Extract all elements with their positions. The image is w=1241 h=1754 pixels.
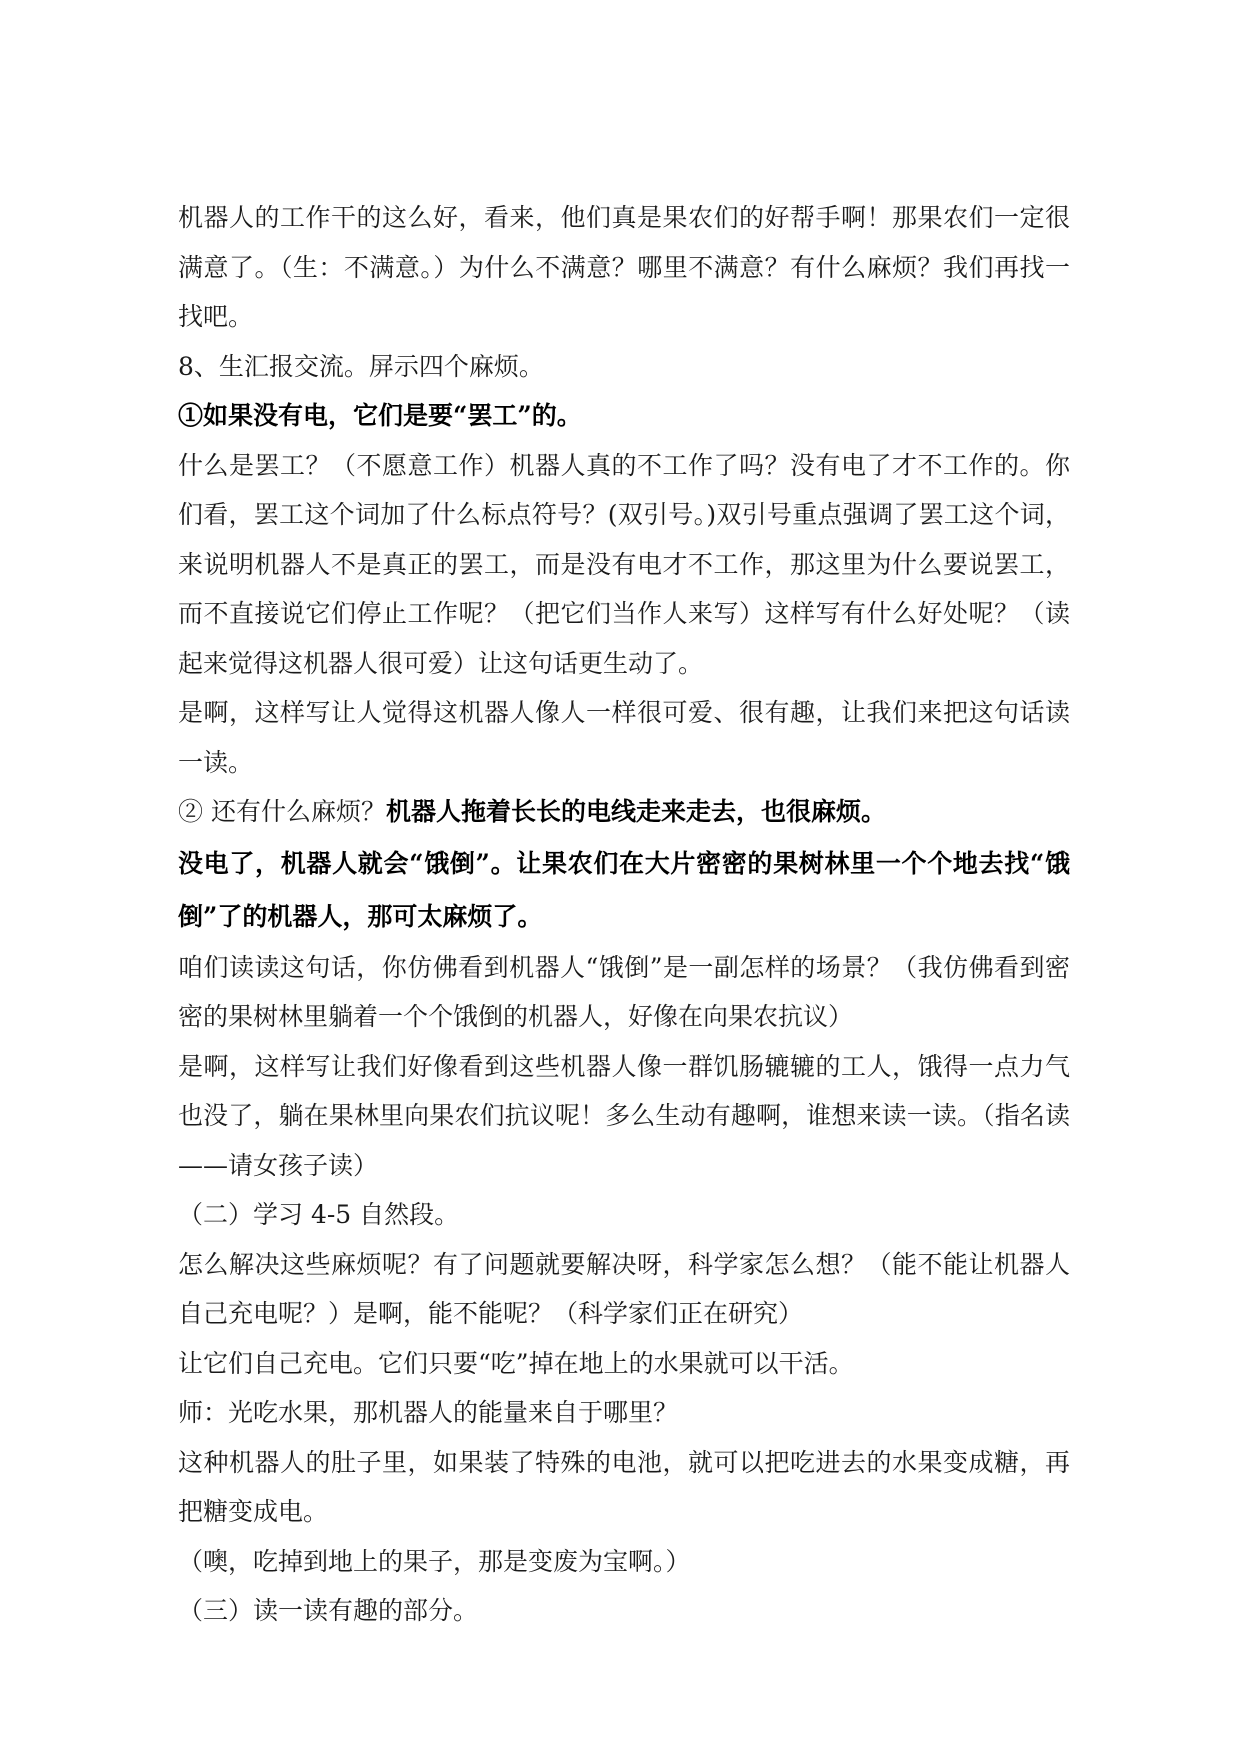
- paragraph-teacher-question: 师：光吃水果，那机器人的能量来自于哪里？: [178, 1398, 679, 1427]
- section-heading-3: （三）读一读有趣的部分。: [178, 1596, 479, 1625]
- paragraph-step-8: 8、生汇报交流。屏示四个麻烦。: [178, 351, 544, 381]
- paragraph-solve-problems: 怎么解决这些麻烦呢？有了问题就要解决呀，科学家怎么想？（能不能让机器人自己充电呢？）是啊，能不能呢？（科学家们正在研究）: [178, 1249, 1070, 1328]
- trouble-2-question: ② 还有什么麻烦？: [178, 797, 386, 826]
- paragraph-battery: 这种机器人的肚子里，如果装了特殊的电池，就可以把吃进去的水果变成糖，再把糖变成电。: [178, 1447, 1070, 1526]
- paragraph-trouble-3: 没电了，机器人就会“饿倒”。让果农们在大片密密的果树林里一个个地去找“饿倒”了的机器人，那可太麻烦了。: [178, 848, 1070, 931]
- paragraph-waste-to-treasure: （噢，吃掉到地上的果子，那是变废为宝啊。）: [178, 1546, 691, 1576]
- section-heading-2: （二）学习 4-5 自然段。: [178, 1200, 460, 1229]
- paragraph-strike-explanation: 什么是罢工？（不愿意工作）机器人真的不工作了吗？没有电了才不工作的。你们看，罢工这个词加了什么标点符号？(双引号。)双引号重点强调了罢工这个词，来说明机器人不是真正的罢工，而是没有电才不工作，那这里为什么要说罢工，而不直接说它们停止工作呢？（把它们当作人来写）这样写有什么好处呢？（读起来觉得这机器人很可爱）让这句话更生动了。: [178, 450, 1070, 678]
- paragraph-trouble-1: ①如果没有电，它们是要“罢工”的。: [178, 401, 582, 430]
- paragraph-hungry-scene: 咱们读读这句话，你仿佛看到机器人“饿倒”是一副怎样的场景？（我仿佛看到密密的果树林里躺着一个个饿倒的机器人，好像在向果农抗议）: [178, 952, 1070, 1031]
- paragraph-read-aloud: 是啊，这样写让人觉得这机器人像人一样很可爱、很有趣，让我们来把这句话读一读。: [178, 698, 1070, 777]
- document-body: [178, 193, 1070, 1636]
- paragraph-trouble-2: [178, 787, 1070, 837]
- paragraph-hungry-workers: 是啊，这样写让我们好像看到这些机器人像一群饥肠辘辘的工人，饿得一点力气也没了，躺在果林里向果农们抗议呢！多么生动有趣啊，谁想来读一读。（指名读——请女孩子读）: [178, 1051, 1070, 1180]
- paragraph-self-charge: 让它们自己充电。它们只要“吃”掉在地上的水果就可以干活。: [178, 1348, 854, 1378]
- paragraph-satisfaction: 机器人的工作干的这么好，看来，他们真是果农们的好帮手啊！那果农们一定很满意了。（生：不满意。）为什么不满意？哪里不满意？有什么麻烦？我们再找一找吧。: [178, 203, 1070, 331]
- trouble-2-answer: 机器人拖着长长的电线走来走去，也很麻烦。: [385, 797, 886, 826]
